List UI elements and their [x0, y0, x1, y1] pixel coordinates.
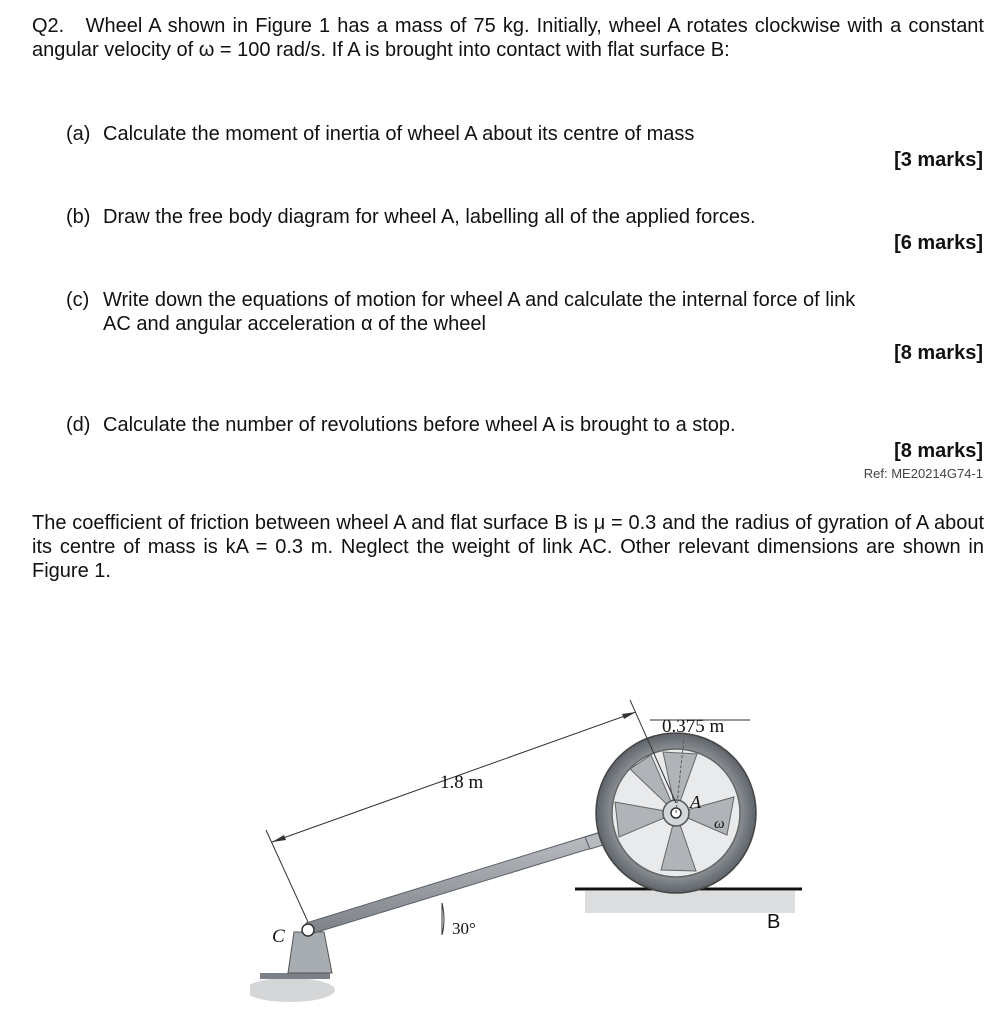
label-c: C: [272, 926, 285, 947]
dim-radius-label: 0.375 m: [662, 716, 725, 737]
part-a: [66, 122, 986, 146]
question-intro: [32, 14, 984, 62]
part-c-text-2: AC and angular acceleration α of the wheel: [103, 313, 486, 335]
label-omega: ω: [714, 816, 725, 832]
question-number: Q2.: [32, 15, 65, 37]
part-a-marks: [3 marks]: [894, 149, 983, 171]
ground-shadow-c: [250, 978, 335, 1002]
label-a: A: [690, 792, 701, 812]
part-d-label: (d): [66, 414, 91, 436]
link-dim-arrow-a: [622, 712, 636, 719]
part-d-text: Calculate the number of revolutions before wheel A is brought to a stop.: [103, 414, 736, 436]
ground-b-texture: [585, 891, 795, 913]
link-dim-extension-c: [266, 830, 308, 922]
part-c-text: Write down the equations of motion for wheel A and calculate the internal force of link: [103, 289, 856, 311]
figure-1: [250, 690, 810, 1015]
pin-c: [302, 924, 314, 936]
pin-support-base: [260, 973, 330, 979]
part-a-label: (a): [66, 123, 91, 145]
angle-label: 30°: [452, 919, 476, 938]
link-dim-arrow-c: [272, 835, 286, 842]
part-b-text: Draw the free body diagram for wheel A, labelling all of the applied forces.: [103, 206, 756, 228]
part-c-label: (c): [66, 289, 90, 311]
part-c: [66, 288, 986, 336]
part-c-marks: [8 marks]: [894, 342, 983, 364]
part-b: [66, 205, 986, 229]
intro-text: Wheel A shown in Figure 1 has a mass of 75 kg. Initially, wheel A rotates clockwise with a constant angular velocity of ω = 100 rad/s. If A is brought into contact with flat surface B:: [32, 15, 984, 61]
part-b-marks: [6 marks]: [894, 232, 983, 254]
dim-link-label: 1.8 m: [440, 772, 484, 793]
part-b-label: (b): [66, 206, 91, 228]
label-b: B: [767, 911, 781, 933]
pin-support-bracket: [288, 932, 332, 973]
part-d-marks: [8 marks]: [894, 440, 983, 462]
part-a-text: Calculate the moment of inertia of wheel A about its centre of mass: [103, 123, 695, 145]
part-d: [66, 413, 986, 437]
reference-code: Ref: ME20214G74-1: [863, 466, 983, 481]
problem-info: The coefficient of friction between wheel A and flat surface B is μ = 0.3 and the radius of gyration of A about its centre of mass is kA = 0.3 m. Neglect the weight of link AC. Other relevant dimensions are shown in Figure 1.: [32, 512, 984, 582]
